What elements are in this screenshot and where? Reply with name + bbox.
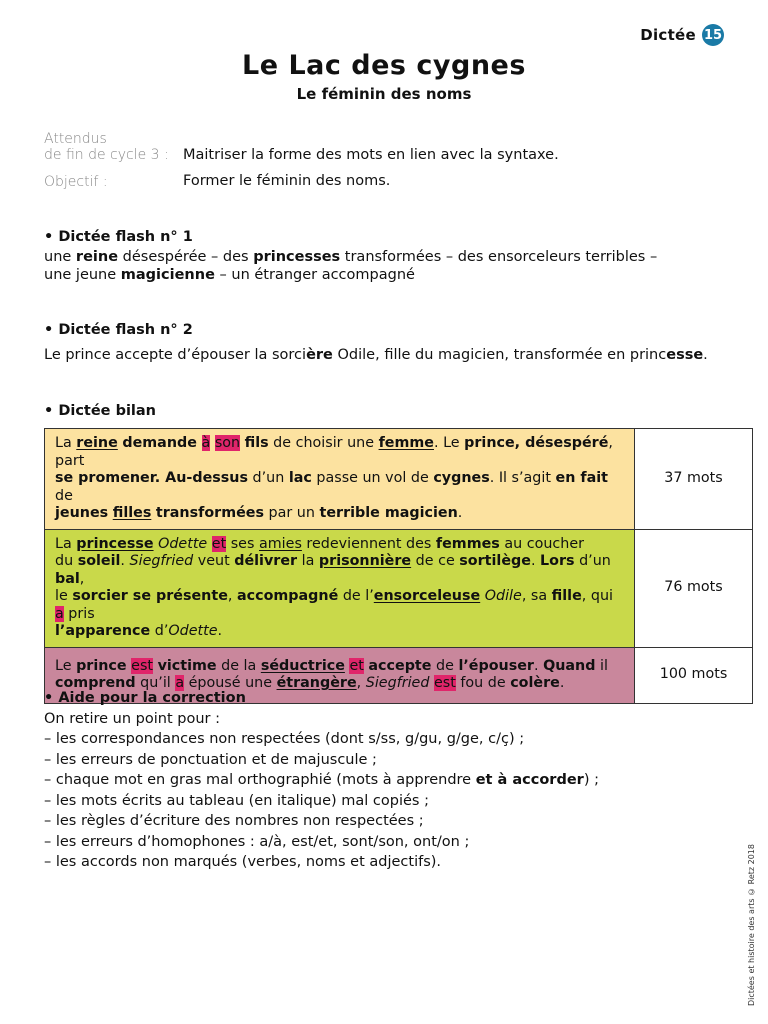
page-subtitle: Le féminin des noms	[296, 85, 472, 103]
flash1-line1: une reine désespérée – des princesses transformées – des ensorceleurs terribles –	[44, 249, 658, 265]
bilan-row-2	[45, 529, 753, 647]
attendus-label: Attendus de fin de cycle 3 :	[44, 131, 169, 163]
aide-item: – les erreurs d’homophones : a/à, est/et, sont/son, ont/on ;	[44, 833, 470, 850]
bilan-count-3: 100 mots	[635, 647, 753, 703]
aide-intro: On retire un point pour :	[44, 710, 220, 727]
bilan-text-1: La reine demande à son fils de choisir une femme. Le prince, désespéré, part se promener. Au-dessus d’un lac passe un vol de cygnes. Il s’agit en fait de jeunes filles transformées par un terrible magicien.	[45, 429, 635, 530]
flash2-heading: • Dictée flash n° 2	[44, 322, 193, 338]
copyright-side-text: Dictées et histoire des arts © Retz 2018	[747, 843, 756, 1006]
bilan-count-1: 37 mots	[635, 429, 753, 530]
aide-item: – les mots écrits au tableau (en italique) mal copiés ;	[44, 792, 429, 809]
attendus-value: Maitriser la forme des mots en lien avec la syntaxe.	[183, 147, 559, 163]
bilan-heading: • Dictée bilan	[44, 403, 156, 419]
objectif-label: Objectif :	[44, 174, 108, 190]
flash1-heading: • Dictée flash n° 1	[44, 229, 193, 245]
aide-heading: • Aide pour la correction	[44, 690, 246, 706]
aide-item: – les erreurs de ponctuation et de majuscule ;	[44, 751, 377, 768]
flash2-text: Le prince accepte d’épouser la sorcière Odile, fille du magicien, transformée en princesse.	[44, 347, 708, 363]
page-title: Le Lac des cygnes	[242, 50, 526, 81]
dictee-badge	[640, 24, 724, 46]
badge-label: Dictée	[640, 26, 696, 44]
badge-number: 15	[702, 24, 724, 46]
aide-item: – chaque mot en gras mal orthographié (mots à apprendre et à accorder) ;	[44, 772, 599, 788]
bilan-table	[44, 428, 753, 704]
bilan-text-2: La princesse Odette et ses amies redeviennent des femmes au coucher du soleil. Siegfried veut délivrer la prisonnière de ce sortilège. Lors d’un bal, le sorcier se présente, accompagné de l’ensorceleuse Odile, sa fille, qui a pris l’apparence d’Odette.	[45, 529, 635, 647]
objectif-value: Former le féminin des noms.	[183, 173, 391, 189]
aide-section	[44, 688, 599, 873]
bilan-row-1	[45, 429, 753, 530]
flash1-text	[44, 248, 657, 284]
aide-item: – les règles d’écriture des nombres non respectées ;	[44, 813, 424, 829]
aide-item: – les correspondances non respectées (dont s/ss, g/gu, g/ge, c/ç) ;	[44, 731, 525, 747]
aide-item: – les accords non marqués (verbes, noms et adjectifs).	[44, 854, 442, 870]
bilan-text-3: Le prince est victime de la séductrice et accepte de l’épouser. Quand il comprend qu’il a épousé une étrangère, Siegfried est fou de colère.	[45, 647, 635, 703]
bilan-count-2: 76 mots	[635, 529, 753, 647]
flash1-line2: une jeune magicienne – un étranger accompagné	[44, 267, 415, 283]
